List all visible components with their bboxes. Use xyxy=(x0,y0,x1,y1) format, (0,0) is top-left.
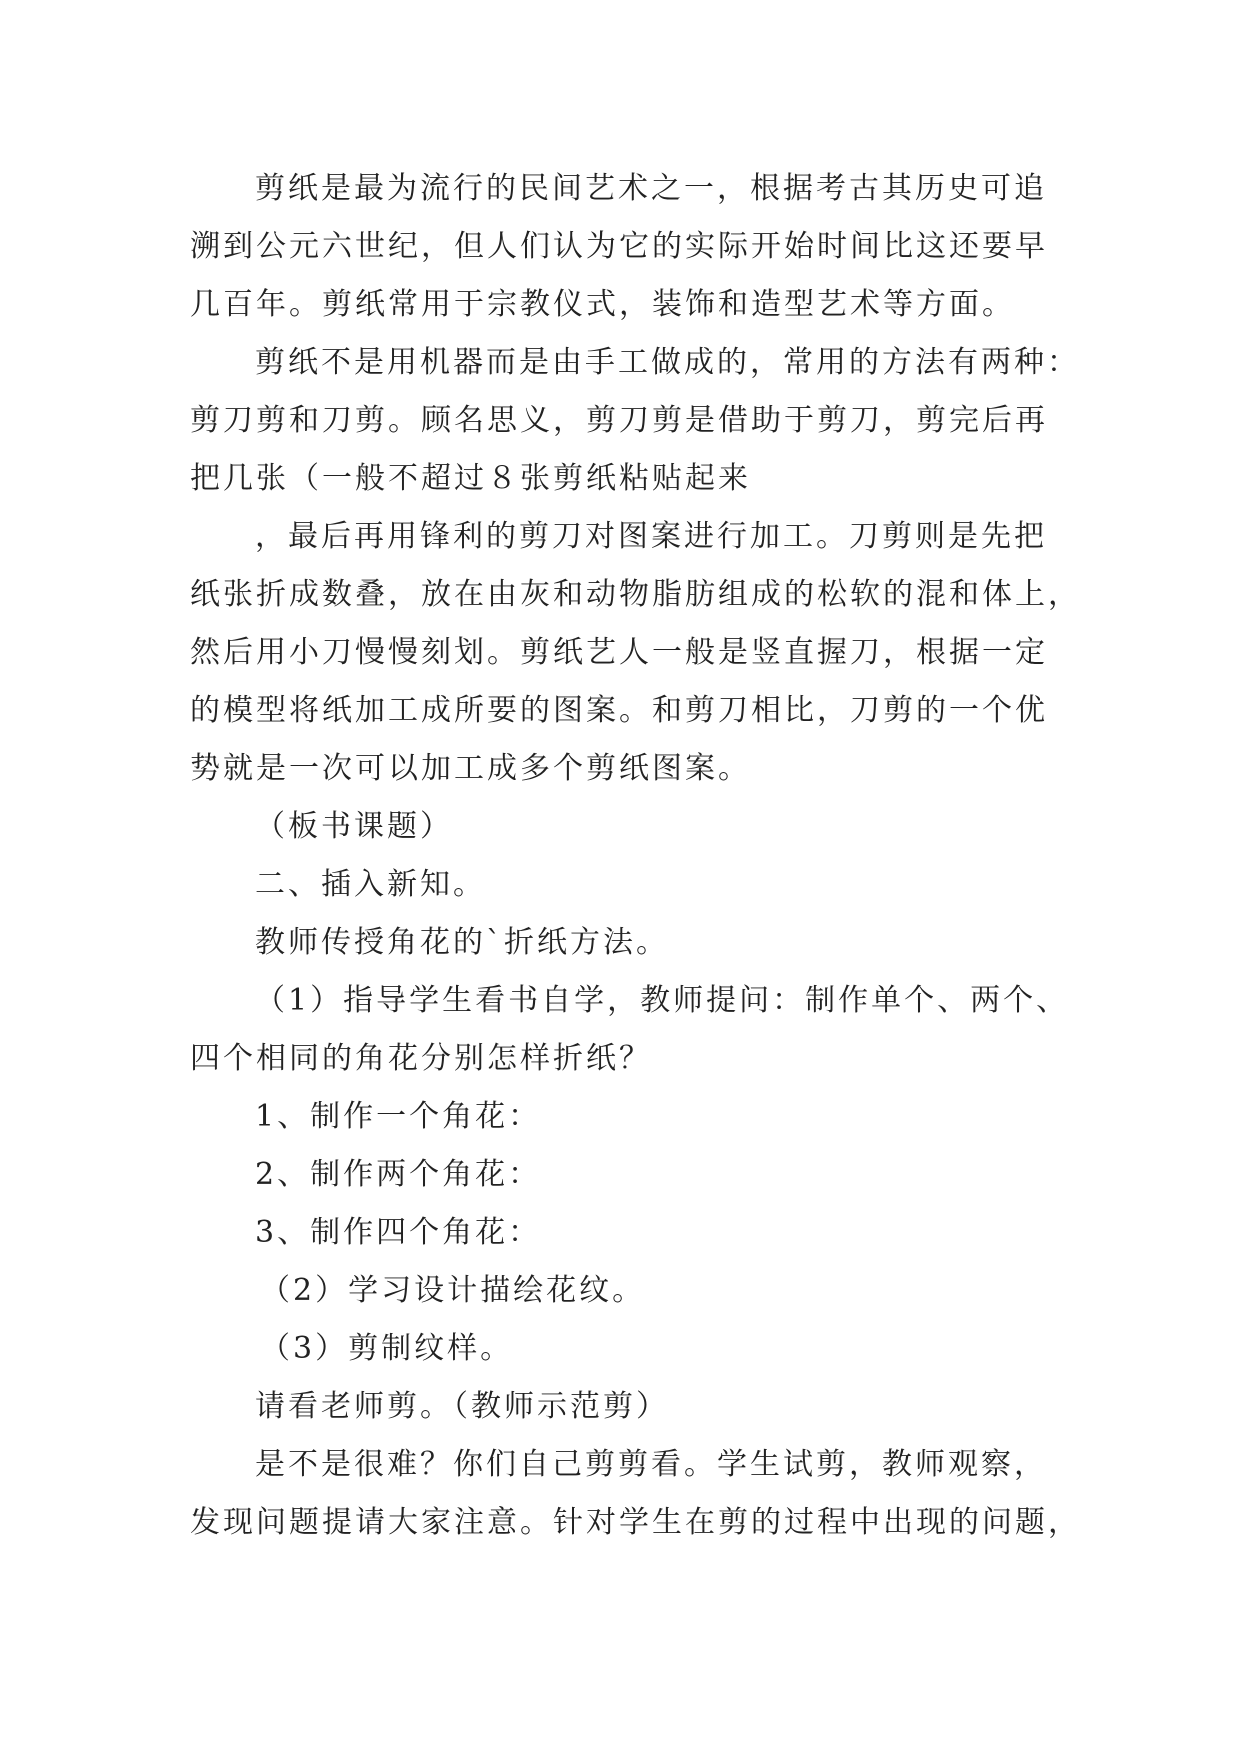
list-item: （3）剪制纹样。 xyxy=(260,1331,514,1366)
section-heading: 二、插入新知。 xyxy=(255,867,486,902)
paragraph-line: 势就是一次可以加工成多个剪纸图案。 xyxy=(190,751,751,786)
paragraph-line: 四个相同的角花分别怎样折纸？ xyxy=(190,1041,652,1076)
list-item: （2）学习设计描绘花纹。 xyxy=(260,1273,646,1308)
paragraph-line: 剪纸是最为流行的民间艺术之一，根据考古其历史可追 xyxy=(255,171,1047,206)
paragraph-line: 剪纸不是用机器而是由手工做成的，常用的方法有两种： xyxy=(255,345,1080,380)
paragraph-line: 把几张（一般不超过８张剪纸粘贴起来 xyxy=(190,461,751,496)
paragraph-line: 教师传授角花的`折纸方法。 xyxy=(255,925,669,960)
paragraph-line: （1）指导学生看书自学，教师提问：制作单个、两个、 xyxy=(255,983,1070,1018)
paragraph-line: 几百年。剪纸常用于宗教仪式，装饰和造型艺术等方面。 xyxy=(190,287,1015,322)
paragraph-line: 然后用小刀慢慢刻划。剪纸艺人一般是竖直握刀，根据一定 xyxy=(190,635,1048,670)
paragraph-line: 的模型将纸加工成所要的图案。和剪刀相比，刀剪的一个优 xyxy=(190,693,1048,728)
paragraph-line: （板书课题） xyxy=(255,809,453,844)
paragraph-line: 纸张折成数叠，放在由灰和动物脂肪组成的松软的混和体上， xyxy=(190,577,1081,612)
list-item: 1、制作一个角花： xyxy=(255,1099,542,1134)
paragraph-line: 请看老师剪。（教师示范剪） xyxy=(255,1389,669,1424)
paragraph-line: ，最后再用锋利的剪刀对图案进行加工。刀剪则是先把 xyxy=(255,519,1047,554)
paragraph-line: 剪刀剪和刀剪。顾名思义，剪刀剪是借助于剪刀，剪完后再 xyxy=(190,403,1048,438)
document-body xyxy=(190,160,1081,1552)
paragraph-line: 是不是很难？你们自己剪剪看。学生试剪，教师观察， xyxy=(255,1447,1047,1482)
list-item: 3、制作四个角花： xyxy=(255,1215,542,1250)
paragraph-line: 溯到公元六世纪，但人们认为它的实际开始时间比这还要早 xyxy=(190,229,1048,264)
list-item: 2、制作两个角花： xyxy=(255,1157,542,1192)
paragraph-line: 发现问题提请大家注意。针对学生在剪的过程中出现的问题， xyxy=(190,1505,1081,1540)
